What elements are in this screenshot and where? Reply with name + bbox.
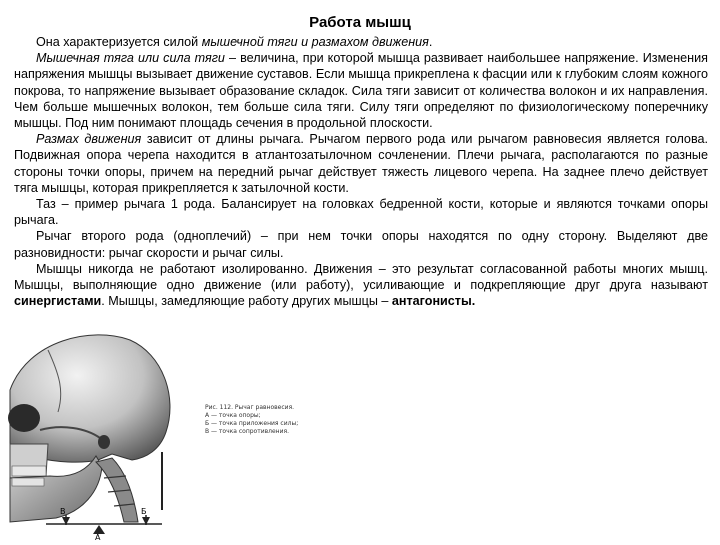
caption-line: А — точка опоры; xyxy=(205,412,261,419)
paragraph-synergists xyxy=(14,261,708,310)
text-run: зависит от длины рычага. Рычагом первого рода или рычагом равновесия является голова. Подвижная опора черепа находится в атлантозатылочном сочленении. Плечи рычага, располагаются по разные стороны точки опоры, причем на передний рычаг действует тяжесть лицевого черепа. На заднее плечо действует тяга мышцы, которая прикрепляется к затылочной кости. xyxy=(14,132,708,195)
text-run: – величина, при которой мышца развивает наибольшее напряжение. Изменения напряжения мышцы вызывает движение суставов. Если мышца прикреплена к фасции или к глубоким слоям кожного покрова, то напряжение вызывает образование складок. Сила тяги зависит от количества волокон и их направления. Чем больше мышечных волокон, тем больше сила тяги. Силу тяги определяют по физиологическому поперечнику мышцы. Под ним понимают площадь сечения в продольной плоскости. xyxy=(14,51,708,131)
paragraph-intro xyxy=(14,34,708,50)
italic-term: Мышечная тяга или сила тяги xyxy=(36,51,225,66)
caption-title: Рис. 112. Рычаг равновесия. xyxy=(205,404,295,411)
skull-illustration xyxy=(0,326,720,540)
paragraph-pelvis: Таз – пример рычага 1 рода. Балансирует на головках бедренной кости, которые и являются точками опоры рычага. xyxy=(14,197,708,228)
skull-lever-figure xyxy=(0,326,720,540)
text-run: . xyxy=(428,35,433,49)
figure-caption xyxy=(205,404,315,436)
italic-term: Размах движения xyxy=(36,132,142,147)
paragraph-second-lever: Рычаг второго рода (одноплечий) – при нем точки опоры находятся по одну сторону. Выделяют две разновидности: рычаг скорости и рычаг силы. xyxy=(14,229,708,260)
caption-line: В — точка сопротивления. xyxy=(205,428,290,435)
lever-label-a: А xyxy=(95,533,101,540)
bold-term: антагонисты. xyxy=(391,294,476,309)
text-run: Мышцы никогда не работают изолированно. Движения – это результат согласованной работы многих мышц. Мышцы, выполняющие одно движение (или работу), усиливающие и подкрепляющие друг друга называют xyxy=(14,261,708,293)
caption-line: Б — точка приложения силы; xyxy=(205,420,299,427)
text-run: . Мышцы, замедляющие работу других мышцы – xyxy=(101,294,392,309)
text-run: Она характеризуется силой xyxy=(36,35,202,49)
bold-term: синергистами xyxy=(14,294,102,309)
italic-term: мышечной тяги и размахом движения xyxy=(201,35,429,49)
article-body xyxy=(14,34,708,309)
page-title: Работа мышц xyxy=(309,14,411,31)
lever-label-v: В xyxy=(60,507,66,516)
lever-label-b: Б xyxy=(141,507,147,516)
paragraph-range-of-motion xyxy=(14,131,708,196)
paragraph-muscle-force xyxy=(14,50,708,131)
